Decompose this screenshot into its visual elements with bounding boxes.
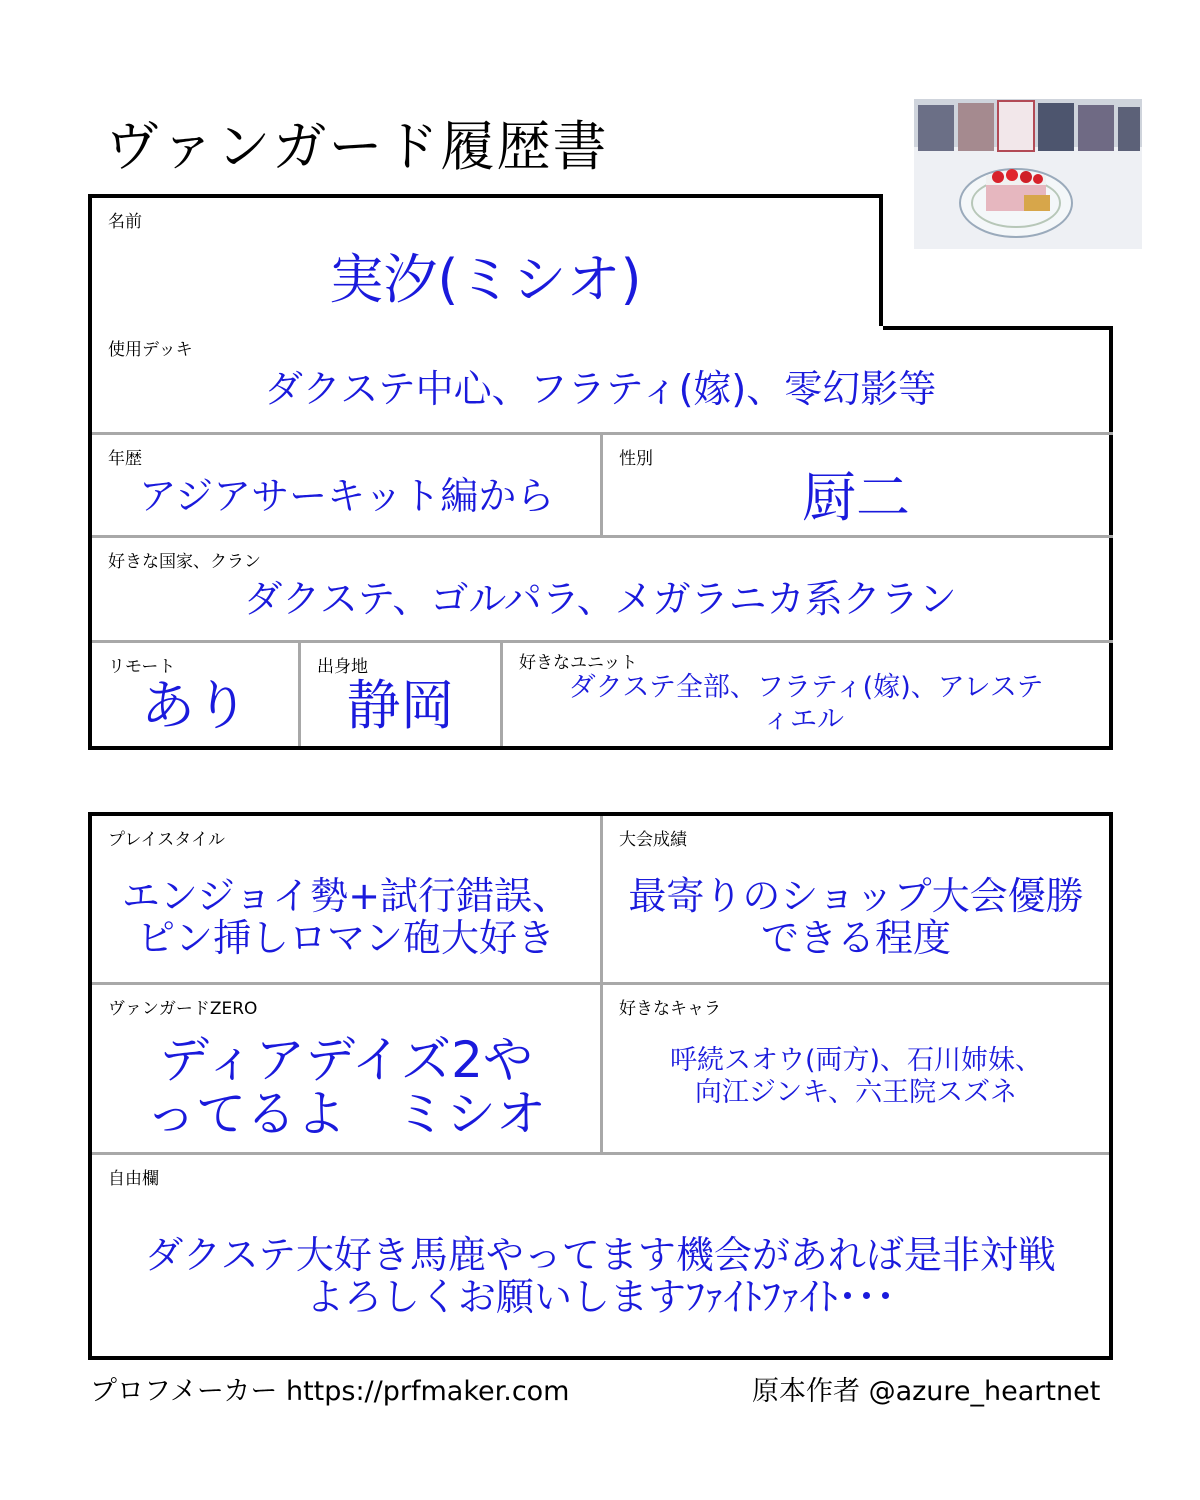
name-box (88, 194, 883, 330)
results-value-line1: 最寄りのショップ大会優勝 (628, 874, 1084, 918)
unit-label: 好きなユニット (519, 653, 638, 673)
name-value: 実汐(ミシオ) (329, 248, 642, 311)
years-cell (92, 435, 601, 535)
gender-cell (603, 435, 1109, 535)
remote-cell (92, 643, 298, 746)
deck-cell (92, 326, 1109, 432)
unit-value-line1: ダクステ全部、フラティ(嫁)、アレステ (568, 672, 1044, 703)
results-cell (603, 816, 1109, 982)
hometown-value: 静岡 (346, 674, 455, 737)
cards-and-cake-icon (914, 99, 1142, 249)
name-label: 名前 (108, 212, 142, 232)
years-label: 年歴 (108, 449, 142, 469)
years-value: アジアサーキット編から (138, 474, 555, 518)
remote-value: あり (141, 674, 249, 737)
profile-photo (914, 99, 1142, 249)
nation-clan-value: ダクステ、ゴルパラ、メガラニカ系クラン (244, 577, 957, 621)
deck-label: 使用デッキ (108, 340, 193, 360)
playstyle-value-line2: ピン挿しロマン砲大好き (136, 916, 555, 960)
gender-value: 厨二 (802, 466, 910, 529)
free-value-line2: よろしくお願いしますﾌｧｲﾄﾌｧｲﾄ･･･ (305, 1275, 895, 1319)
unit-value-line2: ィエル (763, 704, 844, 735)
playstyle-label: プレイスタイル (108, 830, 225, 850)
page-title: ヴァンガード履歴書 (105, 115, 609, 178)
playstyle-value-line1: エンジョイ勢+試行錯誤、 (121, 874, 571, 918)
chara-label: 好きなキャラ (619, 999, 721, 1019)
chara-cell (603, 985, 1109, 1152)
zero-label: ヴァンガードZERO (108, 999, 258, 1019)
footer-maker: プロフメーカー https://prfmaker.com (90, 1376, 570, 1407)
footer-author: 原本作者 @azure_heartnet (752, 1376, 1101, 1407)
results-label: 大会成績 (619, 830, 687, 850)
zero-cell (92, 985, 600, 1152)
unit-cell (503, 643, 1109, 746)
zero-value-line1: ディアデイズ2や (159, 1031, 533, 1089)
chara-value-line2: 向江ジンキ、六王院スズネ (694, 1077, 1018, 1108)
chara-value-line1: 呼続スオウ(両方)、石川姉妹、 (669, 1045, 1043, 1076)
hometown-label: 出身地 (317, 657, 368, 677)
free-label: 自由欄 (108, 1169, 159, 1189)
profile-box (88, 326, 1113, 750)
free-value-line1: ダクステ大好き馬鹿やってます機会があれば是非対戦 (145, 1233, 1056, 1277)
details-box (88, 812, 1113, 1360)
gender-label: 性別 (619, 449, 653, 469)
free-cell (92, 1155, 1109, 1356)
playstyle-cell (92, 816, 600, 982)
hometown-cell (301, 643, 500, 746)
nation-clan-cell (92, 538, 1109, 640)
remote-label: リモート (108, 657, 176, 677)
nation-clan-label: 好きな国家、クラン (108, 552, 261, 572)
deck-value: ダクステ中心、フラティ(嫁)、零幻影等 (264, 367, 937, 411)
results-value-line2: できる程度 (760, 916, 951, 960)
zero-value-line2: ってるよ ミシオ (146, 1085, 546, 1143)
